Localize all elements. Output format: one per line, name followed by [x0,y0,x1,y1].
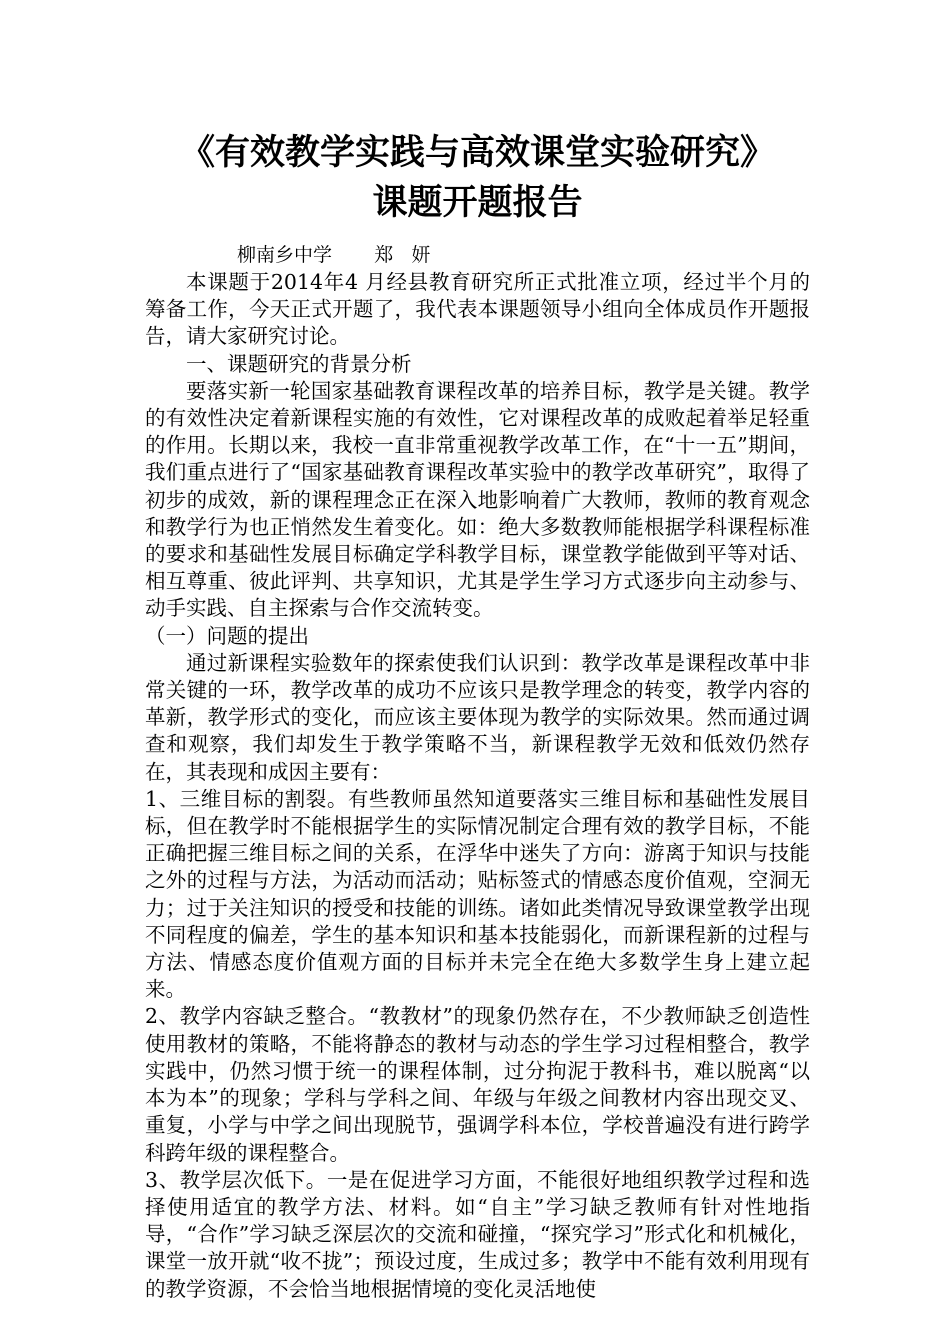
paragraph-item-2: 2、教学内容缺乏整合。“教教材”的现象仍然存在，不少教师缺乏创造性使用教材的策略，不能将静态的教材与动态的学生学习过程相整合，教学实践中，仍然习惯于统一的课程体制，过分拘泥于教科书，难以脱离“以本为本”的现象；学科与学科之间、年级与年级之间教材内容出现交叉、重复，小学与中学之间出现脱节，强调学科本位，学校普遍没有进行跨学科跨年级的课程整合。 [145,1004,810,1165]
author-name: 郑 妍 [374,244,431,266]
paragraph-background: 要落实新一轮国家基础教育课程改革的培养目标，教学是关键。教学的有效性决定着新课程实施的有效性，它对课程改革的成败起着举足轻重的作用。长期以来，我校一直非常重视教学改革工作，在“十一五”期间，我们重点进行了“国家基础教育课程改革实验中的教学改革研究”，取得了初步的成效，新的课程理念正在深入地影响着广大教师，教师的教育观念和教学行为也正悄然发生着变化。如：绝大多数教师能根据学科课程标准的要求和基础性发展目标确定学科教学目标，课堂教学能做到平等对话、相互尊重、彼此评判、共享知识，尤其是学生学习方式逐步向主动参与、动手实践、自主探索与合作交流转变。 [145,378,810,621]
paragraph-intro: 本课题于2014年4 月经县教育研究所正式批准立项，经过半个月的筹备工作，今天正式开题了，我代表本课题领导小组向全体成员作开题报告，请大家研究讨论。 [145,270,810,349]
paragraph-item-1: 1、三维目标的割裂。有些教师虽然知道要落实三维目标和基础性发展目标，但在教学时不能根据学生的实际情况制定合理有效的教学目标，不能正确把握三维目标之间的关系，在浮华中迷失了方向：游离于知识与技能之外的过程与方法，为活动而活动；贴标签式的情感态度价值观，空洞无力；过于关注知识的授受和技能的训练。诸如此类情况导致课堂教学出现不同程度的偏差，学生的基本知识和基本技能弱化，而新课程新的过程与方法、情感态度价值观方面的目标并未完全在绝大多数学生身上建立起来。 [145,786,810,1002]
paragraph-problem: 通过新课程实验数年的探索使我们认识到：教学改革是课程改革中非常关键的一环，教学改革的成功不应该只是教学理念的转变，教学内容的革新，教学形式的变化，而应该主要体现为教学的实际效果。然而通过调查和观察，我们却发生于教学策略不当，新课程教学无效和低效仍然存在，其表现和成因主要有： [145,650,810,784]
section-heading-background: 一、课题研究的背景分析 [186,351,412,376]
document-title-line1: 《有效教学实践与高效课堂实验研究》 [179,133,775,173]
document-title-line2: 课题开题报告 [372,183,583,223]
paragraph-item-3: 3、教学层次低下。一是在促进学习方面，不能很好地组织教学过程和选择使用适宜的教学方法、材料。如“自主”学习缺乏教师有针对性地指导，“合作”学习缺乏深层次的交流和碰撞，“探究学习”形式化和机械化，课堂一放开就“收不拢”；预设过度，生成过多；教学中不能有效利用现有的教学资源，不会恰当地根据情境的变化灵活地使 [145,1167,810,1301]
author-school: 柳南乡中学 [237,244,333,266]
author-line [145,242,810,269]
document-body [145,269,810,1303]
subsection-heading-problem: （一）问题的提出 [145,623,309,648]
document-page [145,128,810,1303]
